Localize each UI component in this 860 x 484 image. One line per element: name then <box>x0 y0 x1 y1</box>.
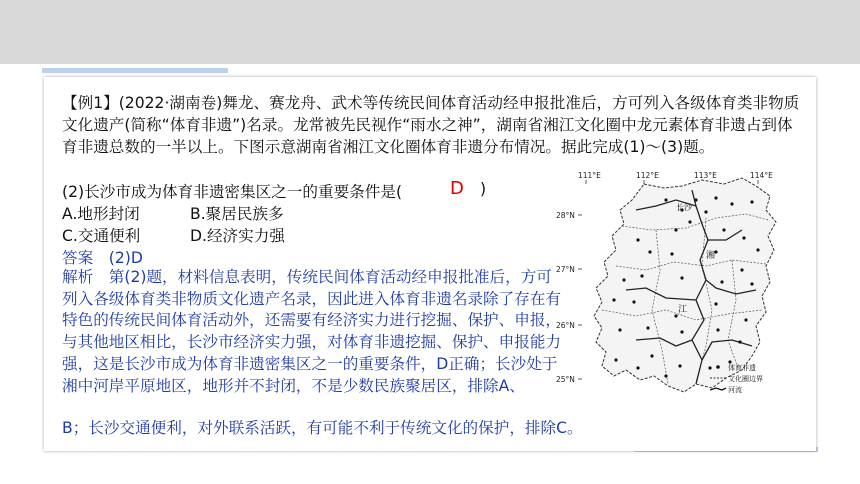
option-row <box>62 224 362 246</box>
lat-label: 26°N <box>556 321 575 330</box>
option-d: D.经济实力强 <box>190 227 285 245</box>
lon-label: 112°E <box>636 171 659 180</box>
option-row <box>62 202 362 224</box>
answer-line: 答案 (2)D <box>62 249 143 267</box>
legend-river: 河流 <box>728 386 742 394</box>
question-stem: 【例1】(2022·湖南卷)舞龙、赛龙舟、武术等传统民间体育活动经申报批准后，方可列入各级体育类非物质文化遗产(简称“体育非遗”)名录。龙常被先民视作“雨水之神”，湖南省湘江文化圈中龙元素体育非遗占到体育非遗总数的一半以上。下图示意湖南省湘江文化圈体育非遗分布情况。据此完成(1)～(3)题。 <box>62 94 800 156</box>
sub-question: (2)长沙市成为体育非遗密集区之一的重要条件是( <box>62 183 403 201</box>
option-c: C.交通便利 <box>62 227 141 245</box>
option-b: B.聚居民族多 <box>190 205 284 223</box>
accent-line <box>42 68 228 73</box>
lat-label: 28°N <box>556 211 575 220</box>
place-label-xiang: 湘 <box>706 251 716 261</box>
legend-boundary: 文化圈边界 <box>728 375 763 383</box>
analysis-tail: B；长沙交通便利，对外联系活跃，有可能不利于传统文化的保护，排除C。 <box>62 419 583 437</box>
lon-label: 114°E <box>750 171 773 180</box>
lat-label: 25°N <box>556 375 575 384</box>
answer-letter: D <box>450 178 464 199</box>
lon-label: 113°E <box>694 171 717 180</box>
legend-heritage: 体育非遗 <box>728 364 756 372</box>
place-label-changsha: 长沙 <box>676 203 692 212</box>
options-list <box>62 202 362 246</box>
top-bar <box>0 0 860 64</box>
question-text <box>62 92 804 158</box>
lon-label: 111°E <box>578 171 601 180</box>
analysis-text: 解析 第(2)题，材料信息表明，传统民间体育活动经申报批准后，方可列入各级体育类非物质文化遗产名录，因此进入体育非遗名录除了存在有特色的传统民间体育活动外，还需要有经济实力进行挖掘、保护、申报，与其他地区相比，长沙市经济实力强，对体育非遗挖掘、保护、申报能力强，这是长沙市成为体育非遗密集区之一的重要条件，D正确；长沙处于湘中河岸平原地区，地形并不封闭，不是少数民族聚居区，排除A、 <box>62 268 562 395</box>
close-paren: ) <box>480 180 487 198</box>
xiangjiang-map <box>556 170 792 398</box>
option-a: A.地形封闭 <box>62 205 140 223</box>
lat-label: 27°N <box>556 265 575 274</box>
place-label-jiang: 江 <box>678 305 688 315</box>
